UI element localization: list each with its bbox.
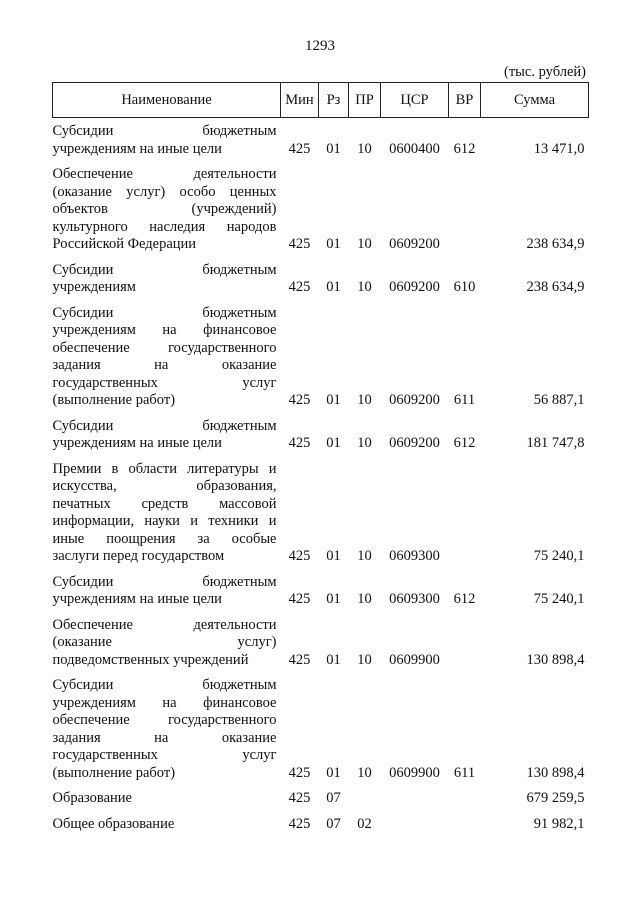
row-name-line: задания на оказание — [52, 729, 277, 746]
row-vr — [449, 158, 481, 254]
row-name — [53, 410, 281, 453]
row-pr: 10 — [357, 140, 372, 157]
row-name-line: Обеспечение деятельности — [52, 616, 277, 633]
row-pr: 10 — [357, 548, 372, 564]
row-name — [53, 609, 281, 670]
row-name — [53, 669, 281, 782]
table-row — [53, 566, 589, 609]
row-vr: 612 — [453, 140, 476, 157]
row-name-line: культурного наследия народов — [52, 218, 277, 235]
row-rz: 01 — [326, 392, 341, 408]
row-name-line: учреждениям на иные цели — [52, 591, 222, 607]
row-min: 425 — [288, 279, 311, 295]
row-min: 425 — [288, 815, 311, 832]
row-name-line: (выполнение работ) — [52, 764, 176, 781]
row-sum: 181 747,8 — [526, 435, 585, 451]
table-row — [53, 453, 589, 566]
row-min: 425 — [288, 236, 311, 252]
row-sum: 238 634,9 — [526, 279, 585, 295]
page-number: 1293 — [305, 38, 335, 54]
row-vr: 611 — [453, 392, 476, 408]
row-min: 425 — [288, 140, 311, 157]
row-rz: 01 — [326, 236, 341, 252]
row-rz: 07 — [326, 790, 341, 806]
row-min: 425 — [288, 764, 311, 781]
row-pr: 02 — [357, 815, 372, 832]
row-min: 425 — [288, 790, 311, 806]
row-rz: 01 — [326, 140, 341, 157]
row-vr — [449, 453, 481, 566]
row-csr: 0609200 — [389, 392, 440, 408]
row-name-line: печатных средств массовой — [52, 495, 277, 512]
row-name — [53, 808, 281, 834]
table-row — [53, 158, 589, 254]
row-sum: 56 887,1 — [533, 392, 585, 408]
row-name-line: учреждениям на иные цели — [52, 140, 222, 157]
row-pr: 10 — [357, 236, 372, 252]
row-rz: 01 — [326, 591, 341, 607]
row-rz: 01 — [326, 435, 341, 451]
row-vr: 611 — [453, 764, 476, 781]
row-name-line: Субсидии бюджетным — [52, 677, 277, 693]
table-row — [53, 808, 589, 834]
row-sum: 75 240,1 — [533, 548, 585, 564]
row-name-line: учреждениям — [52, 279, 136, 295]
row-name-line: обеспечение государственного — [52, 339, 277, 356]
row-name-line: объектов (учреждений) — [52, 201, 277, 217]
row-vr: 612 — [453, 435, 476, 451]
row-name-line: заслуги перед государством — [52, 548, 225, 564]
row-vr — [449, 782, 481, 808]
row-rz: 01 — [326, 548, 341, 564]
row-name-line: Российской Федерации — [52, 236, 197, 252]
row-csr: 0609300 — [389, 591, 440, 607]
row-name-line: обеспечение государственного — [52, 712, 277, 728]
row-rz: 01 — [326, 764, 341, 781]
row-sum: 91 982,1 — [533, 815, 585, 832]
row-name-line: учреждениям на финансовое — [52, 694, 277, 711]
table-row — [53, 782, 589, 808]
row-csr: 0609200 — [389, 435, 440, 451]
row-csr — [381, 808, 449, 834]
row-name-line: задания на оказание — [52, 357, 277, 373]
row-name-line: Общее образование — [52, 815, 175, 832]
row-name — [53, 782, 281, 808]
table-row — [53, 410, 589, 453]
header-sum: Сумма — [481, 83, 589, 118]
header-vr: ВР — [449, 83, 481, 118]
row-name — [53, 254, 281, 297]
row-sum: 75 240,1 — [533, 591, 585, 607]
row-name-line: Обеспечение деятельности — [52, 166, 277, 182]
row-name — [53, 566, 281, 609]
row-min: 425 — [288, 548, 311, 564]
row-name-line: (оказание услуг) — [52, 634, 277, 650]
row-csr: 0609200 — [389, 236, 440, 252]
row-name-line: информации, науки и техники и — [52, 513, 277, 529]
row-csr: 0609900 — [389, 651, 440, 668]
row-name-line: (выполнение работ) — [52, 392, 176, 408]
row-pr: 10 — [357, 651, 372, 668]
row-name — [53, 158, 281, 254]
row-name-line: Субсидии бюджетным — [52, 123, 277, 139]
row-vr — [449, 808, 481, 834]
row-min: 425 — [288, 591, 311, 607]
header-name: Наименование — [53, 83, 281, 118]
row-name-line: иные поощрения за особые — [52, 530, 277, 547]
row-name — [53, 297, 281, 410]
header-csr: ЦСР — [381, 83, 449, 118]
row-name-line: Субсидии бюджетным — [52, 417, 277, 434]
table-header-row — [53, 83, 589, 118]
row-pr: 10 — [357, 279, 372, 295]
row-rz: 07 — [326, 815, 341, 832]
row-vr: 610 — [453, 279, 476, 295]
row-csr: 0600400 — [389, 140, 440, 157]
units-label: (тыс. рублей) — [504, 64, 586, 80]
row-name-line: государственных услуг — [52, 374, 277, 391]
row-sum: 130 898,4 — [526, 764, 585, 781]
row-rz: 01 — [326, 651, 341, 668]
row-name-line: учреждениям на финансовое — [52, 322, 277, 338]
row-vr: 612 — [453, 591, 476, 607]
row-name-line: (оказание услуг) особо ценных — [52, 183, 277, 200]
row-name-line: Субсидии бюджетным — [52, 573, 277, 590]
header-rz: Рз — [319, 83, 349, 118]
row-csr: 0609900 — [389, 764, 440, 781]
row-name-line: подведомственных учреждений — [52, 651, 249, 668]
row-sum: 130 898,4 — [526, 651, 585, 668]
row-pr: 10 — [357, 591, 372, 607]
row-name-line: Субсидии бюджетным — [52, 261, 277, 278]
row-name — [53, 118, 281, 159]
row-csr: 0609200 — [389, 279, 440, 295]
row-name-line: Образование — [52, 790, 132, 806]
row-name-line: государственных услуг — [52, 747, 277, 763]
row-pr: 10 — [357, 435, 372, 451]
row-sum: 679 259,5 — [526, 790, 585, 806]
row-min: 425 — [288, 392, 311, 408]
row-csr: 0609300 — [389, 548, 440, 564]
row-sum: 238 634,9 — [526, 236, 585, 252]
row-name-line: учреждениям на иные цели — [52, 435, 222, 451]
row-sum: 13 471,0 — [533, 140, 585, 157]
row-vr — [449, 609, 481, 670]
row-pr — [349, 782, 381, 808]
row-csr — [381, 782, 449, 808]
table-row — [53, 669, 589, 782]
row-name — [53, 453, 281, 566]
row-pr: 10 — [357, 764, 372, 781]
row-name-line: Премии в области литературы и — [52, 460, 277, 477]
header-min: Мин — [281, 83, 319, 118]
row-min: 425 — [288, 435, 311, 451]
row-rz: 01 — [326, 279, 341, 295]
table-row — [53, 254, 589, 297]
row-name-line: Субсидии бюджетным — [52, 304, 277, 321]
row-min: 425 — [288, 651, 311, 668]
budget-table — [52, 82, 589, 833]
row-name-line: искусства, образования, — [52, 478, 277, 494]
header-pr: ПР — [349, 83, 381, 118]
table-row — [53, 118, 589, 159]
row-pr: 10 — [357, 392, 372, 408]
table-row — [53, 297, 589, 410]
table-row — [53, 609, 589, 670]
